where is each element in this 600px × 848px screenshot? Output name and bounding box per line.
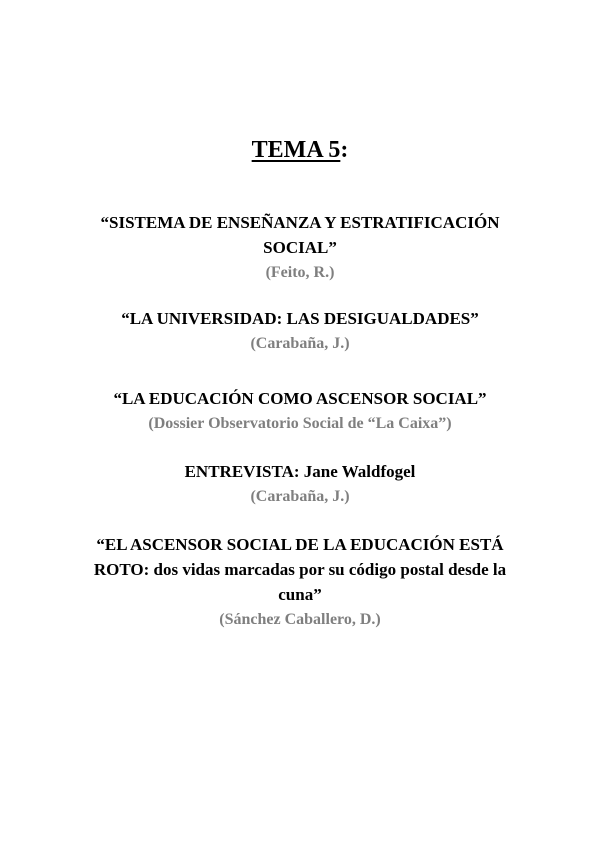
entry-title-line: “EL ASCENSOR SOCIAL DE LA EDUCACIÓN ESTÁ [96,535,504,554]
entry-author: (Carabaña, J.) [250,335,350,352]
reading-entry [70,306,530,356]
entry-author: (Carabaña, J.) [250,488,350,505]
reading-entry [70,386,530,436]
entry-author: (Dossier Observatorio Social de “La Caixa”) [148,415,452,432]
entry-title-line: ENTREVISTA: Jane Waldfogel [184,462,416,481]
entry-author: (Sánchez Caballero, D.) [219,611,381,628]
page-title [0,135,600,165]
reading-entry [70,532,530,632]
entry-title-line: cuna” [278,585,322,604]
page-title-text: TEMA 5 [251,137,341,163]
entry-title-line: “LA EDUCACIÓN COMO ASCENSOR SOCIAL” [113,389,487,408]
entry-author: (Feito, R.) [265,264,335,281]
reading-entry [70,210,530,285]
page-title-colon: : [340,137,349,163]
entry-title-line: “SISTEMA DE ENSEÑANZA Y ESTRATIFICACIÓN [100,213,500,232]
entry-title-line: ROTO: dos vidas marcadas por su código postal desde la [93,560,507,579]
entry-title-line: “LA UNIVERSIDAD: LAS DESIGUALDADES” [121,309,479,328]
entry-title-line: SOCIAL” [263,238,337,257]
reading-entry [70,459,530,509]
